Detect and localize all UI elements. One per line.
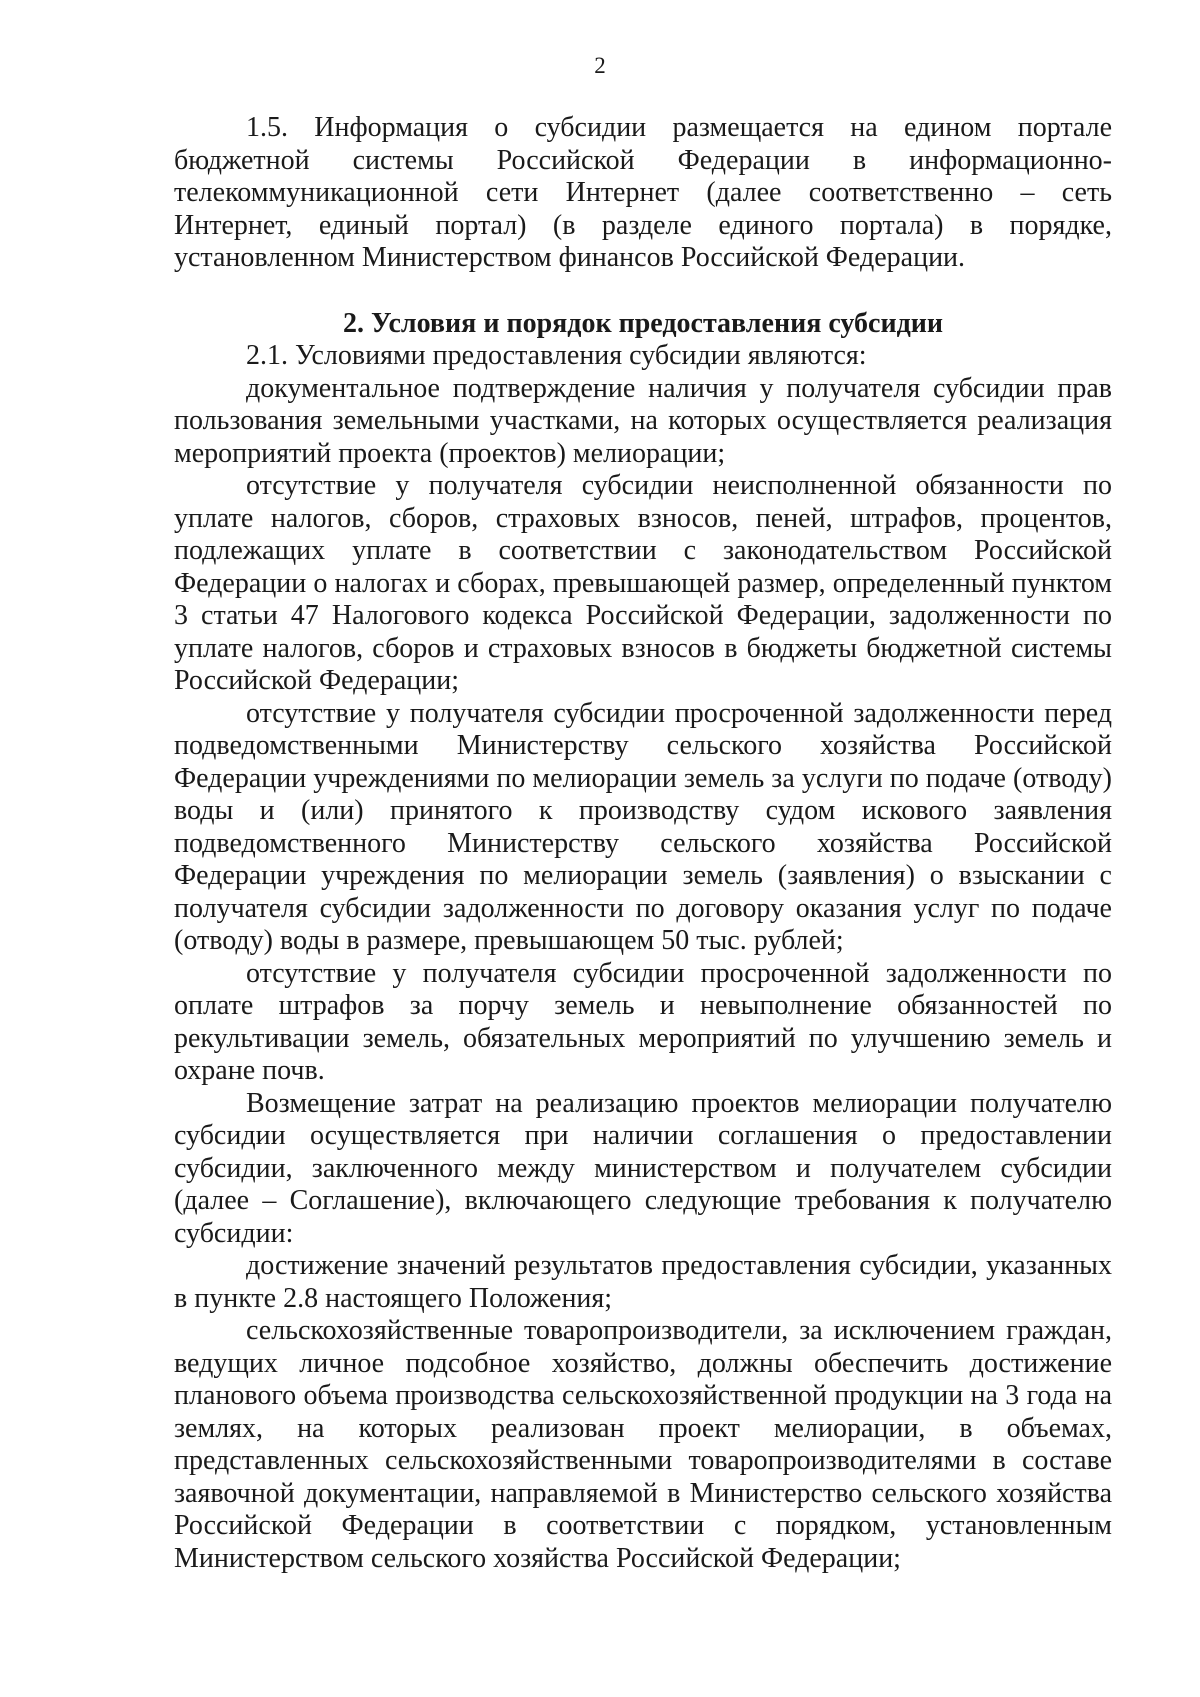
page-number: 2 — [594, 53, 606, 78]
paragraph-cost-reimbursement: Возмещение затрат на реализацию проектов мелиорации получателю субсидии осуществляется при наличии соглашения о предоставлении субсидии, заключенного между министерством и получателем субсидии (далее – Соглашение), включающего следующие требования к получателю субсидии: — [174, 1087, 1112, 1249]
section-heading-2: 2. Условия и порядок предоставления субсидии — [342, 307, 944, 339]
paragraph-no-tax-debt: отсутствие у получателя субсидии неисполненной обязанности по уплате налогов, сборов, страховых взносов, пеней, штрафов, процентов, подлежащих уплате в соответствии с законодательством Российской Федерации о налогах и сборах, превышающей размер, определенный пунктом 3 статьи 47 Налогового кодекса Российской Федерации, задолженности по уплате налогов, сборов и страховых взносов в бюджеты бюджетной системы Российской Федерации; — [174, 470, 1112, 696]
paragraph-production-volume: сельскохозяйственные товаропроизводители, за исключением граждан, ведущих личное подсобное хозяйство, должны обеспечить достижение планового объема производства сельскохозяйственной продукции на 3 года на землях, на которых реализован проект мелиорации, в объемах, представленных сельскохозяйственными товаропроизводителями в составе заявочной документации, направляемой в Министерство сельского хозяйства Российской Федерации в соответствии с порядком, установленным Министерством сельского хозяйства Российской Федерации; — [174, 1315, 1112, 1574]
document-body — [174, 112, 1112, 1575]
paragraph-no-fines-debt: отсутствие у получателя субсидии просроченной задолженности по оплате штрафов за порчу земель и невыполнение обязанностей по рекультивации земель, обязательных мероприятий по улучшению земель и охране почв. — [174, 957, 1112, 1086]
paragraph-1-5-portal-info: 1.5. Информация о субсидии размещается на едином портале бюджетной системы Российской Федерации в информационно-телекоммуникационной сети Интернет (далее соответственно – сеть Интернет, единый портал) (в разделе единого портала) в порядке, установленном Министерством финансов Российской Федерации. — [174, 112, 1112, 273]
paragraph-land-rights: документальное подтверждение наличия у получателя субсидии прав пользования земельными участками, на которых осуществляется реализация мероприятий проекта (проектов) мелиорации; — [174, 372, 1112, 469]
paragraph-results-achievement: достижение значений результатов предоставления субсидии, указанных в пункте 2.8 настоящего Положения; — [174, 1250, 1112, 1314]
paragraph-2-1-intro: 2.1. Условиями предоставления субсидии являются: — [246, 340, 867, 371]
paragraph-no-overdue-water-debt: отсутствие у получателя субсидии просроченной задолженности перед подведомственными Министерству сельского хозяйства Российской Федерации учреждениями по мелиорации земель за услуги по подаче (отводу) воды и (или) принятого к производству судом искового заявления подведомственного Министерству сельского хозяйства Российской Федерации учреждения по мелиорации земель (заявления) о взыскании с получателя субсидии задолженности по договору оказания услуг по подаче (отводу) воды в размере, превышающем 50 тыс. рублей; — [174, 697, 1112, 956]
